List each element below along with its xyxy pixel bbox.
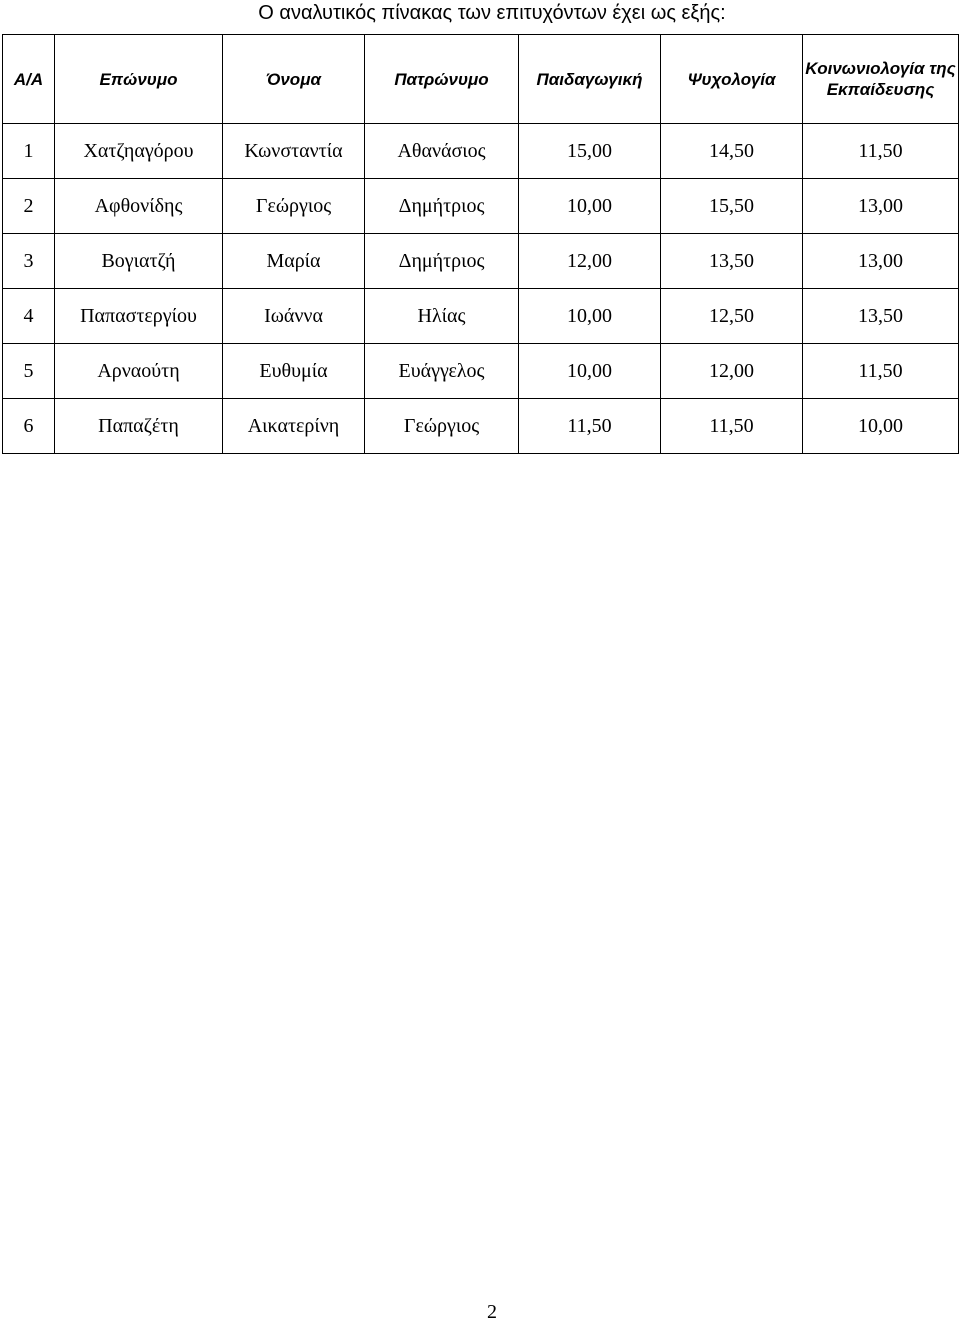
cell-fathers-name: Ηλίας	[365, 289, 519, 344]
header-fathers-name: Πατρώνυμο	[365, 35, 519, 124]
cell-sociology: 13,00	[803, 179, 959, 234]
table-row	[3, 289, 959, 344]
cell-first-name: Αικατερίνη	[223, 399, 365, 454]
cell-index: 2	[3, 179, 55, 234]
header-sociology-of-education: Κοινωνιολογία της Εκπαίδευσης	[803, 35, 959, 124]
cell-pedagogy: 12,00	[519, 234, 661, 289]
cell-psychology: 12,00	[661, 344, 803, 399]
cell-index: 4	[3, 289, 55, 344]
cell-pedagogy: 10,00	[519, 179, 661, 234]
cell-first-name: Ιωάννα	[223, 289, 365, 344]
cell-psychology: 15,50	[661, 179, 803, 234]
cell-index: 3	[3, 234, 55, 289]
table-row	[3, 179, 959, 234]
cell-first-name: Κωνσταντία	[223, 124, 365, 179]
cell-index: 5	[3, 344, 55, 399]
cell-psychology: 14,50	[661, 124, 803, 179]
cell-fathers-name: Ευάγγελος	[365, 344, 519, 399]
header-row	[3, 35, 959, 124]
header-surname: Επώνυμο	[55, 35, 223, 124]
page-number: 2	[487, 1301, 497, 1323]
cell-psychology: 13,50	[661, 234, 803, 289]
cell-surname: Βογιατζή	[55, 234, 223, 289]
table-row	[3, 124, 959, 179]
cell-fathers-name: Δημήτριος	[365, 234, 519, 289]
header-psychology: Ψυχολογία	[661, 35, 803, 124]
header-index: Α/Α	[3, 35, 55, 124]
cell-first-name: Γεώργιος	[223, 179, 365, 234]
cell-pedagogy: 15,00	[519, 124, 661, 179]
cell-first-name: Ευθυμία	[223, 344, 365, 399]
cell-index: 6	[3, 399, 55, 454]
cell-index: 1	[3, 124, 55, 179]
cell-surname: Αρναούτη	[55, 344, 223, 399]
cell-sociology: 11,50	[803, 124, 959, 179]
cell-sociology: 11,50	[803, 344, 959, 399]
cell-first-name: Μαρία	[223, 234, 365, 289]
cell-surname: Αφθονίδης	[55, 179, 223, 234]
cell-pedagogy: 10,00	[519, 289, 661, 344]
cell-fathers-name: Γεώργιος	[365, 399, 519, 454]
cell-fathers-name: Δημήτριος	[365, 179, 519, 234]
results-table	[2, 34, 959, 454]
cell-psychology: 12,50	[661, 289, 803, 344]
intro-heading: Ο αναλυτικός πίνακας των επιτυχόντων έχει ως εξής:	[258, 2, 726, 24]
cell-pedagogy: 10,00	[519, 344, 661, 399]
table-row	[3, 344, 959, 399]
cell-surname: Χατζηαγόρου	[55, 124, 223, 179]
table-row	[3, 399, 959, 454]
table-row	[3, 234, 959, 289]
header-first-name: Όνομα	[223, 35, 365, 124]
cell-pedagogy: 11,50	[519, 399, 661, 454]
cell-psychology: 11,50	[661, 399, 803, 454]
cell-fathers-name: Αθανάσιος	[365, 124, 519, 179]
header-pedagogy: Παιδαγωγική	[519, 35, 661, 124]
cell-sociology: 13,50	[803, 289, 959, 344]
cell-surname: Παπαστεργίου	[55, 289, 223, 344]
cell-sociology: 13,00	[803, 234, 959, 289]
cell-surname: Παπαζέτη	[55, 399, 223, 454]
cell-sociology: 10,00	[803, 399, 959, 454]
